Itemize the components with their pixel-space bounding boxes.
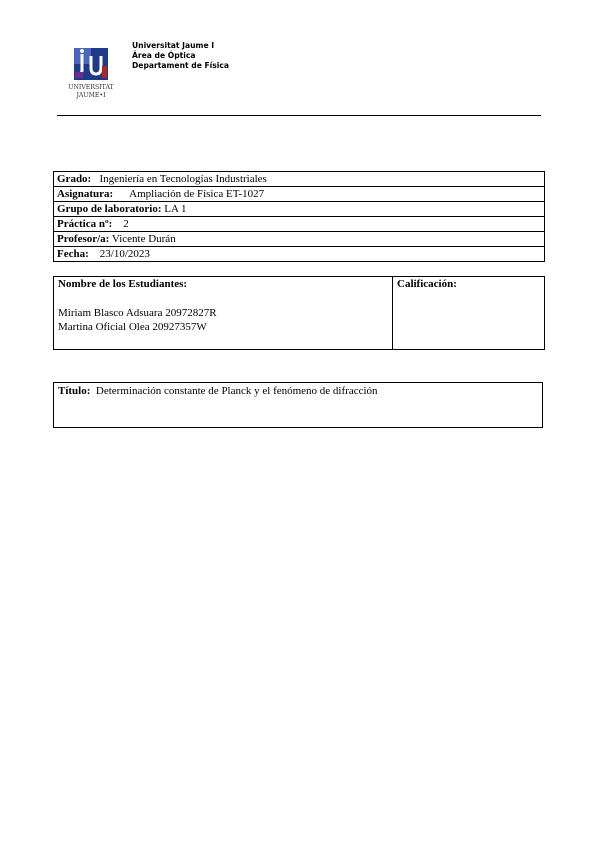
info-value: 2 [123, 218, 129, 230]
institution-line: Departament de Física [132, 61, 230, 70]
title-label: Título: [58, 385, 91, 397]
info-label: Grupo de laboratorio: [57, 203, 162, 215]
info-row-grado [54, 172, 544, 187]
institution-line: Universitat Jaume I [132, 41, 215, 50]
institution-line: Área de Óptica [132, 51, 196, 60]
institution-header [132, 41, 229, 71]
title-box [53, 382, 543, 428]
info-value: LA 1 [164, 203, 187, 215]
info-row-fecha [54, 247, 544, 261]
info-label: Asignatura: [57, 188, 114, 200]
info-row-asignatura [54, 187, 544, 202]
info-label: Fecha: [57, 248, 89, 260]
university-logo [62, 44, 120, 100]
grade-header: Calificación: [397, 278, 457, 290]
title-value: Determinación constante de Planck y el fenómeno de difracción [95, 385, 378, 397]
svg-text:UNIVERSITAT: UNIVERSITAT [68, 84, 114, 91]
student-name: Martina Oficial Olea 20927357W [58, 321, 207, 333]
info-label: Práctica nº: [57, 218, 113, 230]
info-value: 23/10/2023 [99, 248, 150, 260]
grade-cell [393, 277, 544, 349]
header-divider [57, 115, 541, 116]
info-table [53, 171, 545, 262]
info-label: Profesor/a: [57, 233, 110, 245]
info-row-profesor [54, 232, 544, 247]
info-label: Grado: [57, 173, 92, 185]
student-name: Miriam Blasco Adsuara 20972827R [58, 307, 217, 319]
students-header: Nombre de los Estudiantes: [58, 278, 188, 290]
students-cell [54, 277, 393, 349]
info-row-practica [54, 217, 544, 232]
info-row-grupo [54, 202, 544, 217]
info-value: Vicente Durán [111, 233, 176, 245]
info-value: Ingeniería en Tecnologías Industriales [99, 173, 267, 185]
svg-text:JAUME•I: JAUME•I [76, 92, 106, 99]
info-value: Ampliación de Física ET-1027 [129, 188, 265, 200]
students-table [53, 276, 545, 350]
